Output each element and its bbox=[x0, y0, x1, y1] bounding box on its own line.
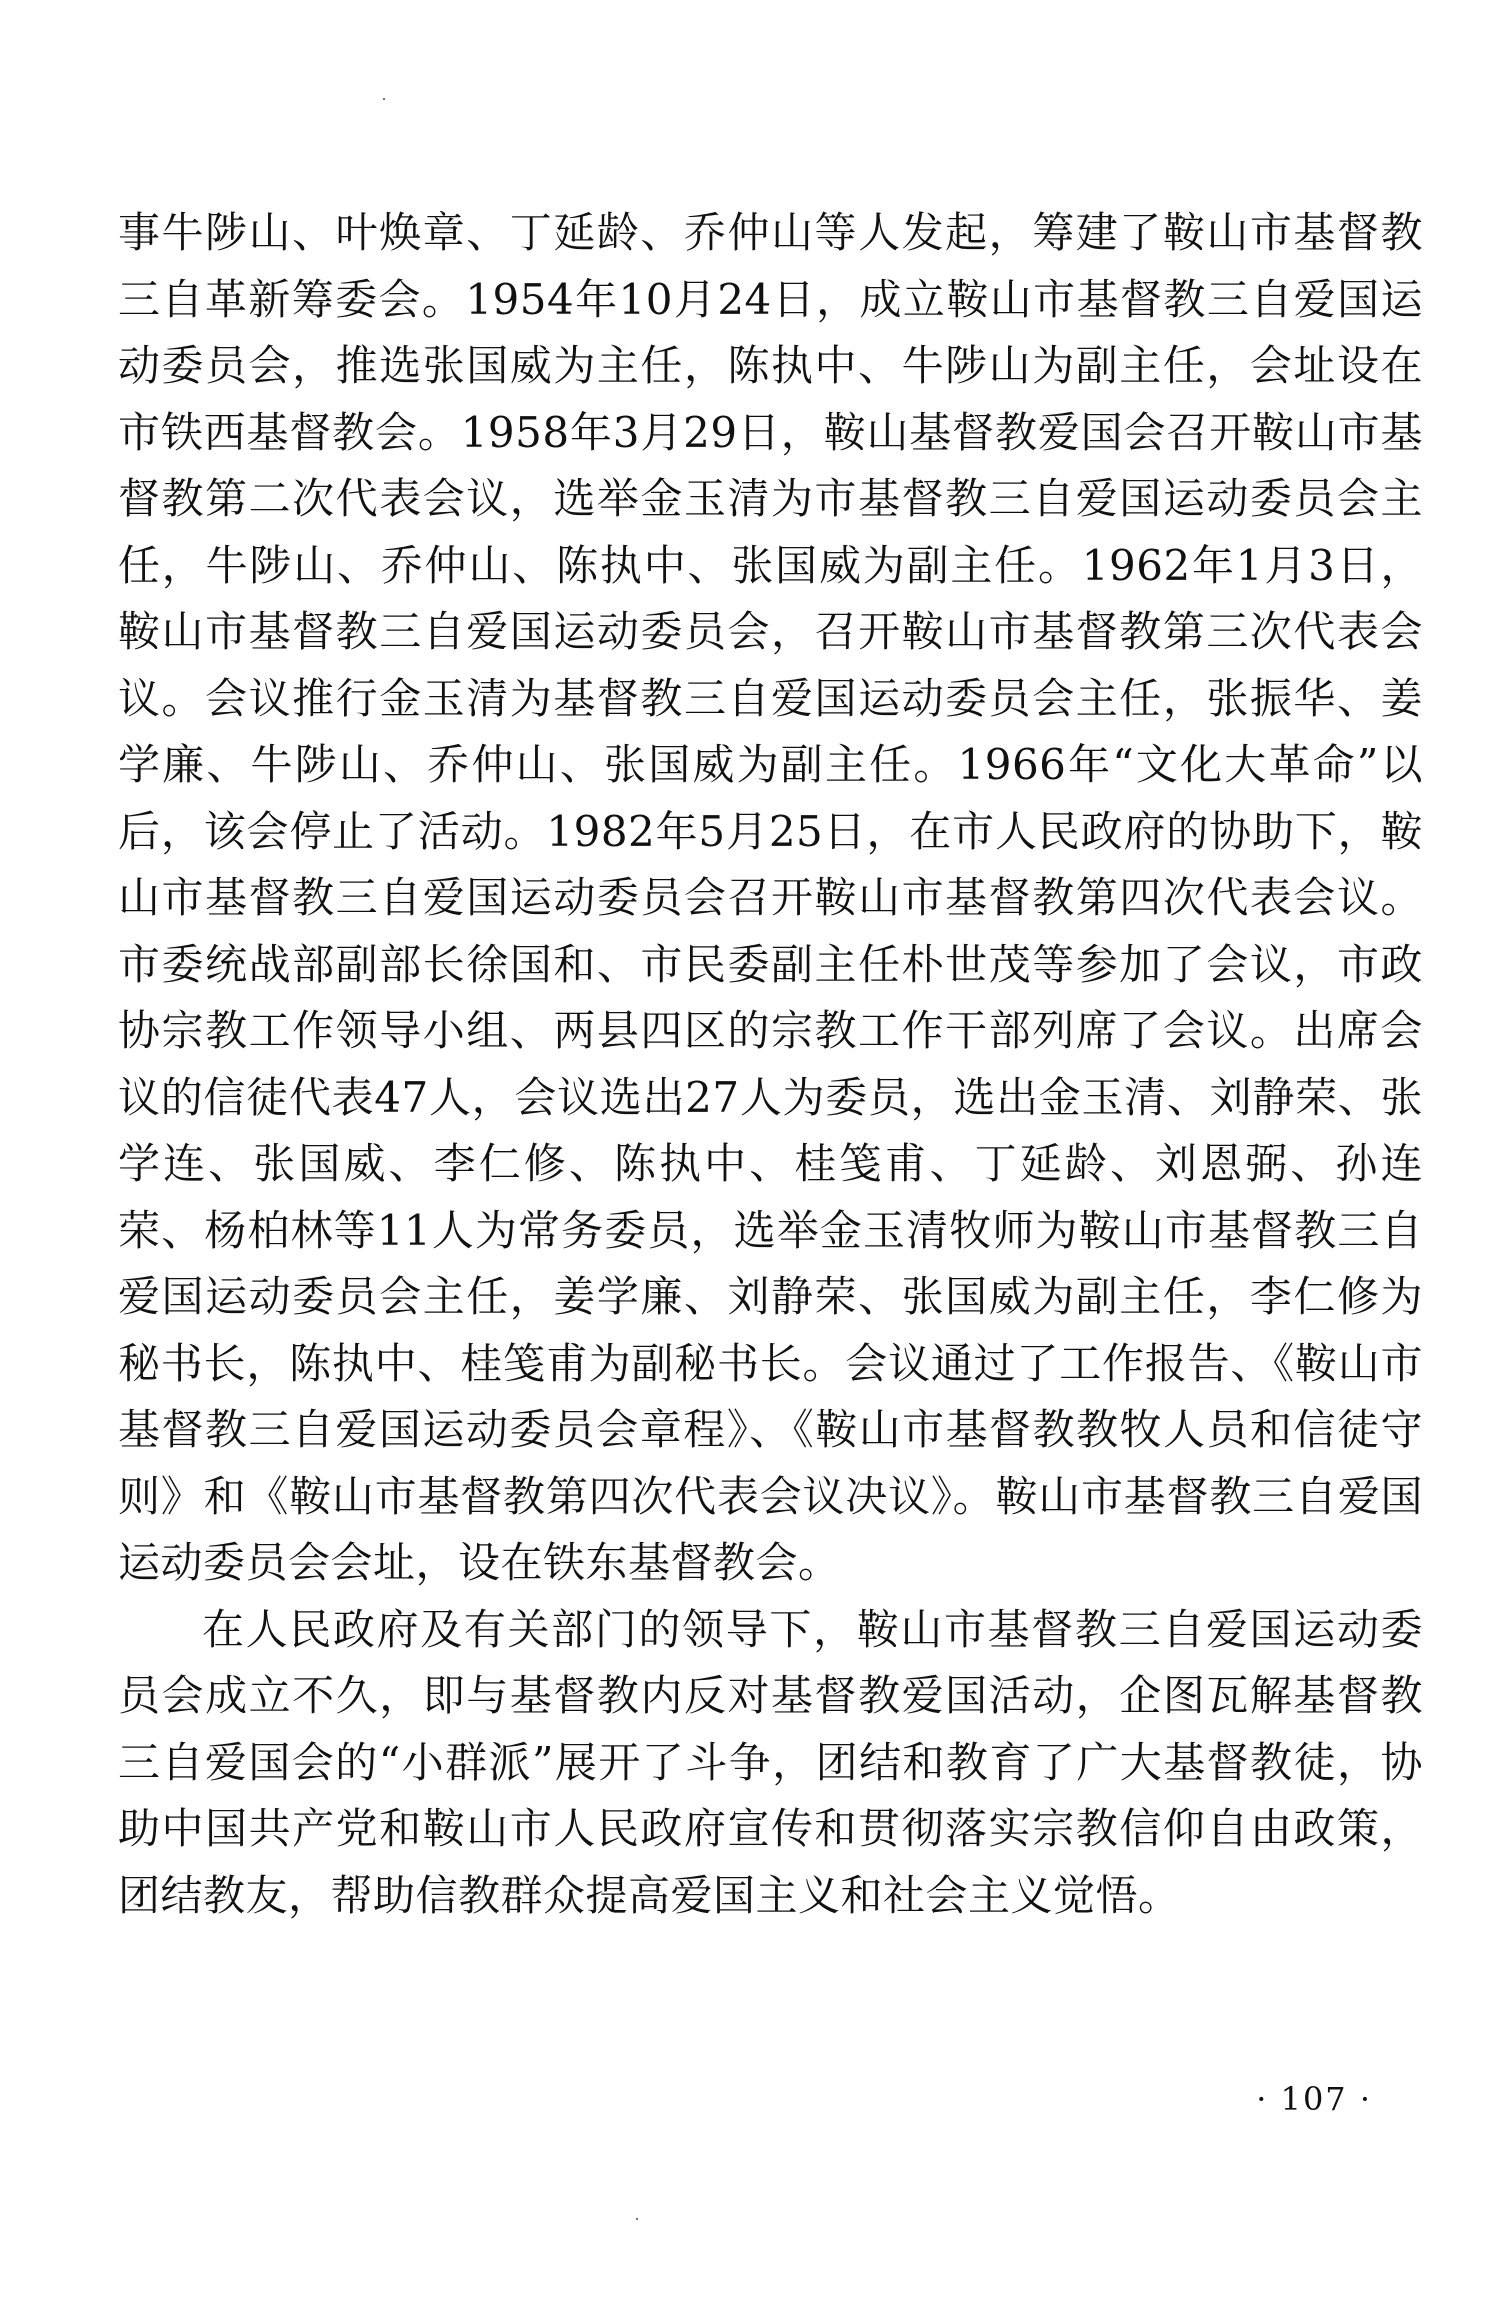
scan-speck-bottom bbox=[636, 2218, 638, 2220]
page-number: · 107 · bbox=[1256, 2080, 1372, 2118]
document-body bbox=[118, 200, 1423, 1929]
scan-speck-top bbox=[383, 98, 385, 100]
paragraph-2: 在人民政府及有关部门的领导下，鞍山市基督教三自爱国运动委员会成立不久，即与基督教内反对基督教爱国活动，企图瓦解基督教三自爱国会的“小群派”展开了斗争，团结和教育了广大基督教徒，协助中国共产党和鞍山市人民政府宣传和贯彻落实宗教信仰自由政策，团结教友，帮助信教群众提高爱国主义和社会主义觉悟。 bbox=[118, 1604, 1423, 1920]
paragraph-1: 事牛陟山、叶焕章、丁延龄、乔仲山等人发起，筹建了鞍山市基督教三自革新筹委会。1954年10月24日，成立鞍山市基督教三自爱国运动委员会，推选张国威为主任，陈执中、牛陟山为副主任，会址设在市铁西基督教会。1958年3月29日，鞍山基督教爱国会召开鞍山市基督教第二次代表会议，选举金玉清为市基督教三自爱国运动委员会主任，牛陟山、乔仲山、陈执中、张国威为副主任。1962年1月3日，鞍山市基督教三自爱国运动委员会，召开鞍山市基督教第三次代表会议。会议推行金玉清为基督教三自爱国运动委员会主任，张振华、姜学廉、牛陟山、乔仲山、张国威为副主任。1966年“文化大革命”以后，该会停止了活动。1982年5月25日，在市人民政府的协助下，鞍山市基督教三自爱国运动委员会召开鞍山市基督教第四次代表会议。市委统战部副部长徐国和、市民委副主任朴世茂等参加了会议，市政协宗教工作领导小组、两县四区的宗教工作干部列席了会议。出席会议的信徒代表47人，会议选出27人为委员，选出金玉清、刘静荣、张学连、张国威、李仁修、陈执中、桂笺甫、丁延龄、刘恩弼、孙连荣、杨柏林等11人为常务委员，选举金玉清牧师为鞍山市基督教三自爱国运动委员会主任，姜学廉、刘静荣、张国威为副主任，李仁修为秘书长，陈执中、桂笺甫为副秘书长。会议通过了工作报告、《鞍山市基督教三自爱国运动委员会章程》、《鞍山市基督教教牧人员和信徒守则》和《鞍山市基督教第四次代表会议决议》。鞍山市基督教三自爱国运动委员会会址，设在铁东基督教会。 bbox=[118, 208, 1423, 1587]
